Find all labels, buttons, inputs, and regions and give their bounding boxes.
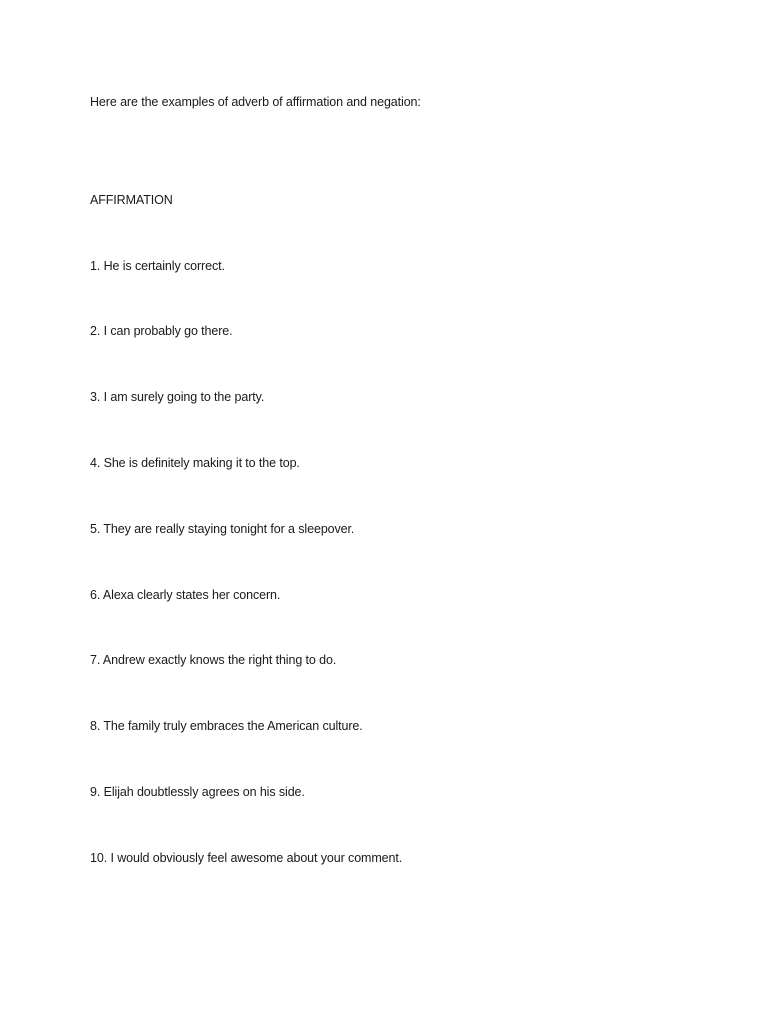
list-item: 1. He is certainly correct.	[90, 259, 225, 273]
list-item: 6. Alexa clearly states her concern.	[90, 588, 281, 602]
list-item: 3. I am surely going to the party.	[90, 390, 265, 404]
list-item: 5. They are really staying tonight for a sleepover.	[90, 522, 355, 536]
list-item: 7. Andrew exactly knows the right thing to do.	[90, 653, 337, 667]
list-item: 8. The family truly embraces the American culture.	[90, 719, 363, 733]
intro-text: Here are the examples of adverb of affirmation and negation:	[90, 95, 421, 109]
list-item: 9. Elijah doubtlessly agrees on his side.	[90, 785, 305, 799]
list-item: 4. She is definitely making it to the top.	[90, 456, 300, 470]
list-item: 10. I would obviously feel awesome about your comment.	[90, 851, 403, 865]
list-item: 2. I can probably go there.	[90, 324, 233, 338]
section-heading-affirmation: AFFIRMATION	[90, 193, 173, 207]
